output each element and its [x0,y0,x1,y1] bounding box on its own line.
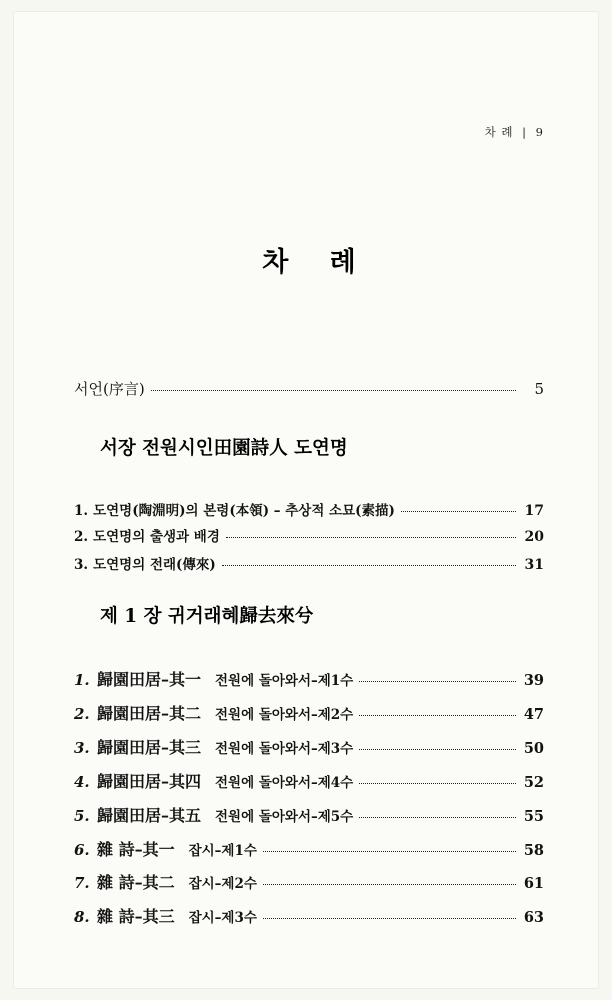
leader-dots [359,715,516,716]
toc-entry-page: 47 [523,706,544,723]
toc-entry-title-korean: 잡시–제3수 [188,910,257,926]
section-heading-chapter-1: 제 1 장 귀거래혜歸去來兮 [100,606,314,627]
toc-entry-page: 52 [523,774,544,791]
toc-entry-title-korean: 잡시–제1수 [188,843,257,859]
toc-entry-poem-8[interactable] [74,904,544,927]
leader-dots [263,884,516,885]
toc-entry-title-hanja: 雜 詩–其三 [97,907,175,926]
toc-entry-poem-7[interactable] [74,870,544,893]
toc-entry-title-hanja: 雜 詩–其一 [97,840,175,859]
toc-entry-number: 3. [74,557,89,573]
toc-entry-prologue-2[interactable] [74,525,544,545]
toc-entry-poem-1[interactable] [74,667,544,690]
leader-dots [401,511,516,512]
toc-entry-poem-6[interactable] [74,837,544,860]
toc-entry-number: 3. [74,739,90,757]
toc-entry-title-korean: 전원에 돌아와서–제3수 [215,741,354,757]
toc-entry-number: 1. [74,671,90,689]
leader-dots [222,565,516,566]
toc-entry-title-hanja: 雜 詩–其二 [97,873,175,892]
toc-entry-poem-2[interactable] [74,701,544,724]
toc-entry-poem-3[interactable] [74,735,544,758]
toc-entry-title-hanja: 歸園田居–其三 [97,738,202,757]
section-heading-prologue: 서장 전원시인田園詩人 도연명 [100,438,348,459]
running-head-separator: | [522,125,528,139]
toc-entry-title-korean: 전원에 돌아와서–제4수 [215,775,354,791]
paper-sheet [14,12,598,988]
leader-dots [359,749,516,750]
toc-entry-title-korean: 전원에 돌아와서–제5수 [215,809,354,825]
toc-entry-page: 63 [523,909,544,926]
toc-entry-number: 2. [74,529,89,545]
toc-entry-page: 50 [523,740,544,757]
toc-content [74,12,544,988]
toc-entry-title-korean: 전원에 돌아와서–제1수 [215,673,354,689]
toc-entry-poem-5[interactable] [74,803,544,826]
toc-entry-label: 도연명(陶淵明)의 본령(本領) – 추상적 소묘(素描) [93,503,395,519]
running-head [485,124,544,140]
toc-entry-label: 도연명의 출생과 배경 [93,529,220,545]
toc-entry-number: 1. [74,503,89,519]
toc-entry-page: 39 [523,672,544,689]
toc-entry-number: 8. [74,908,90,926]
toc-entry-title-hanja: 歸園田居–其二 [97,704,202,723]
toc-entry-number: 5. [74,807,90,825]
toc-entry-prologue-1[interactable] [74,499,544,519]
toc-entry-title-hanja: 歸園田居–其一 [97,670,202,689]
leader-dots [226,537,516,538]
toc-entry-poem-4[interactable] [74,769,544,792]
toc-entry-title-hanja: 歸園田居–其四 [97,772,202,791]
toc-entry-page: 17 [524,503,544,519]
running-head-page: 9 [535,125,544,139]
leader-dots [151,390,516,391]
leader-dots [359,817,516,818]
toc-entry-page: 58 [523,842,544,859]
toc-entry-number: 2. [74,705,90,723]
leader-dots [263,918,516,919]
toc-entry-title-hanja: 歸園田居–其五 [97,806,202,825]
toc-entry-label: 도연명의 전래(傳來) [93,557,216,573]
toc-entry-number: 7. [74,874,90,892]
toc-entry-page: 5 [534,380,544,398]
leader-dots [359,681,516,682]
toc-entry-number: 4. [74,773,90,791]
toc-entry-label: 서언(序言) [74,380,145,398]
toc-entry-title-korean: 전원에 돌아와서–제2수 [215,707,354,723]
toc-entry-page: 20 [524,529,544,545]
toc-entry-page: 55 [523,808,544,825]
toc-entry-prologue-3[interactable] [74,553,544,573]
toc-entry-title-korean: 잡시–제2수 [188,876,257,892]
toc-entry-page: 61 [523,875,544,892]
toc-entry-page: 31 [524,557,544,573]
toc-entry-preface[interactable] [74,378,544,399]
running-head-label: 차 례 [484,125,514,139]
leader-dots [359,783,516,784]
page-title: 차 례 [262,247,372,278]
toc-entry-number: 6. [74,841,90,859]
leader-dots [263,851,516,852]
